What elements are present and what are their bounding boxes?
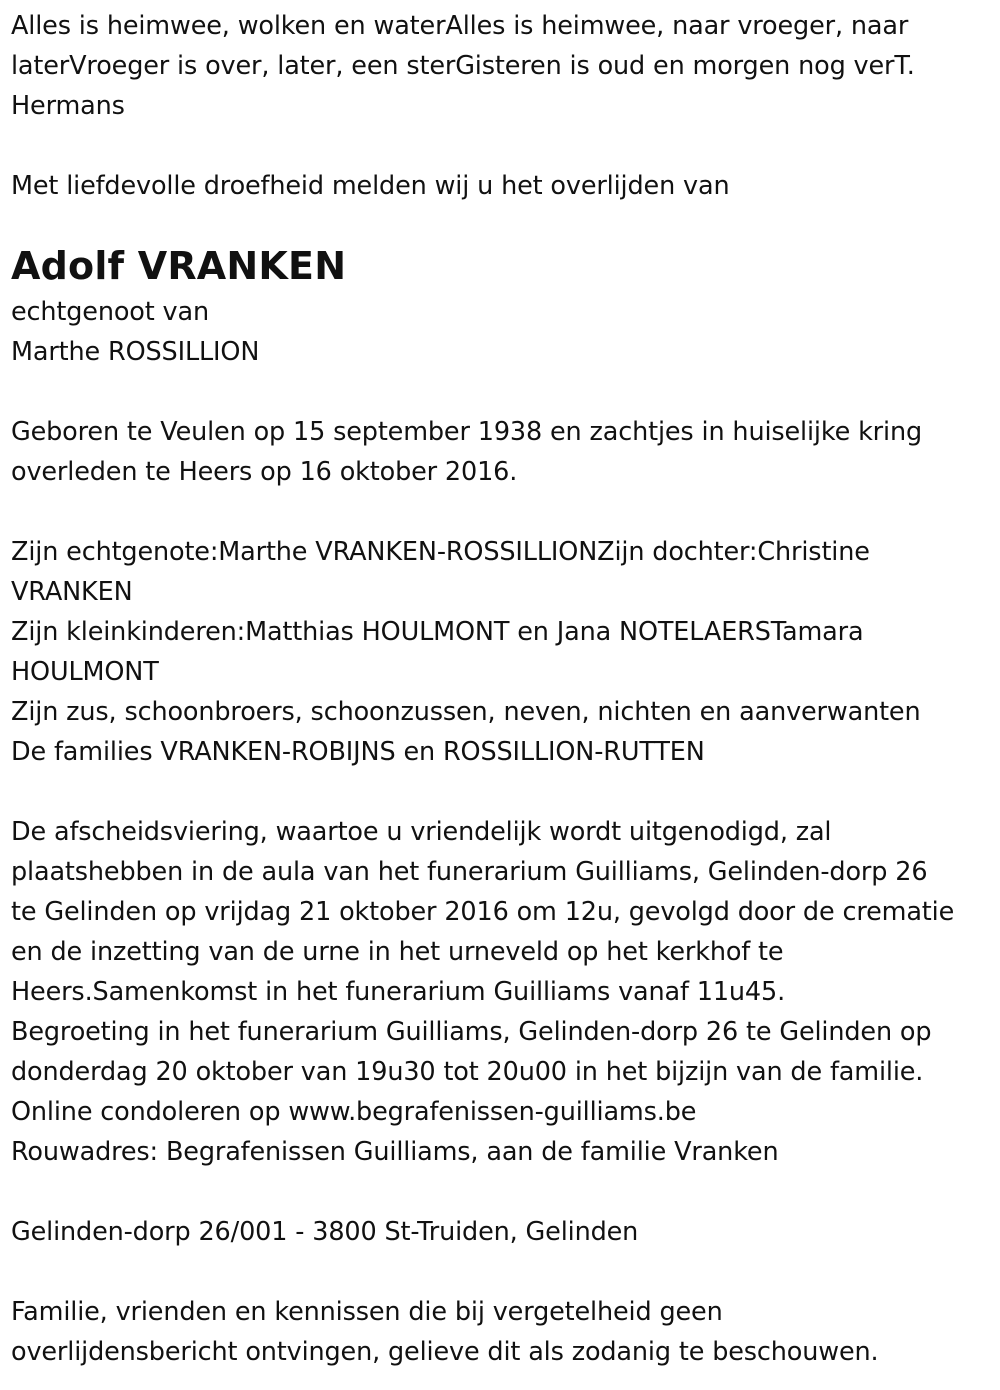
intro-section (11, 166, 988, 206)
address-text: Gelinden-dorp 26/001 - 3800 St-Truiden, Gelinden (11, 1217, 639, 1247)
family-line: Zijn echtgenote:Marthe VRANKEN-ROSSILLIONZijn dochter:Christine (11, 537, 870, 567)
closing-line: overlijdensbericht ontvingen, gelieve dit als zodanig te beschouwen. (11, 1337, 879, 1367)
deceased-name: Adolf VRANKEN (11, 244, 347, 288)
birth-death-section (11, 412, 988, 492)
ceremony-line: Heers.Samenkomst in het funerarium Guilliams vanaf 11u45. (11, 977, 786, 1007)
poem-line: Hermans (11, 91, 125, 121)
poem-section (11, 6, 988, 126)
poem-line: laterVroeger is over, later, een sterGisteren is oud en morgen nog verT. (11, 51, 915, 81)
address-section (11, 1212, 988, 1252)
ceremony-line: Begroeting in het funerarium Guilliams, Gelinden-dorp 26 te Gelinden op (11, 1017, 932, 1047)
condolence-link-line: Online condoleren op www.begrafenissen-guilliams.be (11, 1097, 697, 1127)
family-line: De families VRANKEN-ROBIJNS en ROSSILLION-RUTTEN (11, 737, 705, 767)
birth-death-line: Geboren te Veulen op 15 september 1938 en zachtjes in huiselijke kring (11, 417, 922, 447)
poem-line: Alles is heimwee, wolken en waterAlles is heimwee, naar vroeger, naar (11, 11, 909, 41)
deceased-section (11, 240, 988, 372)
ceremony-line: plaatshebben in de aula van het funerarium Guilliams, Gelinden-dorp 26 (11, 857, 928, 887)
closing-section (11, 1292, 988, 1372)
closing-line: Familie, vrienden en kennissen die bij vergetelheid geen (11, 1297, 723, 1327)
family-line: Zijn kleinkinderen:Matthias HOULMONT en Jana NOTELAERSTamara (11, 617, 864, 647)
ceremony-line: en de inzetting van de urne in het urneveld op het kerkhof te (11, 937, 784, 967)
deceased-relation: echtgenoot van (11, 297, 209, 327)
ceremony-line: te Gelinden op vrijdag 21 oktober 2016 om 12u, gevolgd door de crematie (11, 897, 955, 927)
family-line: VRANKEN (11, 577, 133, 607)
deceased-spouse: Marthe ROSSILLION (11, 337, 260, 367)
family-line: Zijn zus, schoonbroers, schoonzussen, neven, nichten en aanverwanten (11, 697, 921, 727)
family-line: HOULMONT (11, 657, 159, 687)
ceremony-line: donderdag 20 oktober van 19u30 tot 20u00 in het bijzijn van de familie. (11, 1057, 924, 1087)
birth-death-line: overleden te Heers op 16 oktober 2016. (11, 457, 518, 487)
intro-text: Met liefdevolle droefheid melden wij u het overlijden van (11, 171, 730, 201)
mourning-address-line: Rouwadres: Begrafenissen Guilliams, aan de familie Vranken (11, 1137, 779, 1167)
ceremony-line: De afscheidsviering, waartoe u vriendelijk wordt uitgenodigd, zal (11, 817, 832, 847)
ceremony-section (11, 812, 988, 1172)
family-section (11, 532, 988, 772)
